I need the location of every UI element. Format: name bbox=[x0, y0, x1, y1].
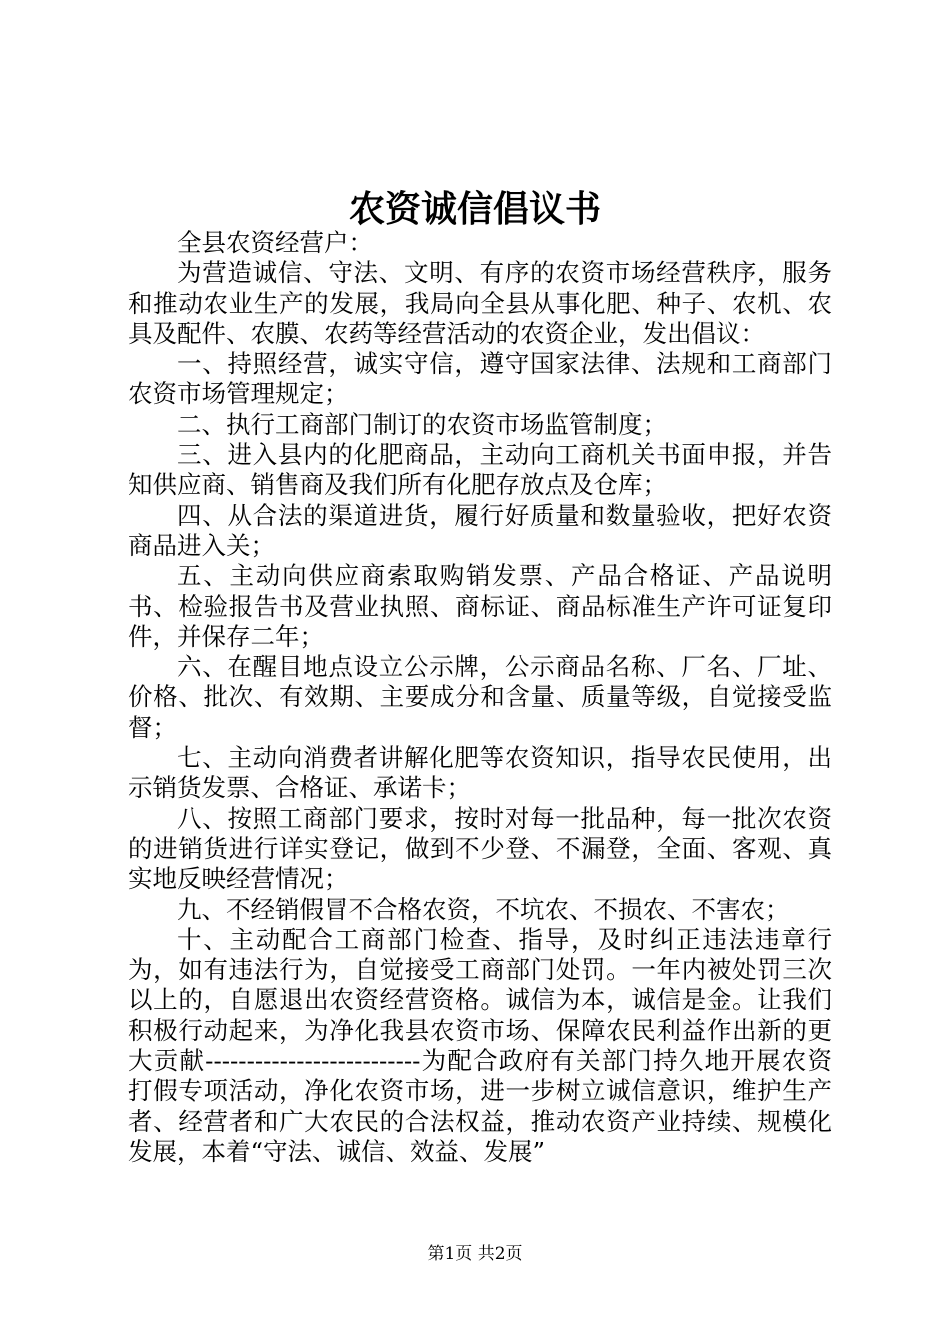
paragraph-item-5: 五、主动向供应商索取购销发票、产品合格证、产品说明书、检验报告书及营业执照、商标证、商品标准生产许可证复印件，并保存二年； bbox=[128, 561, 832, 651]
paragraph-item-6: 六、在醒目地点设立公示牌，公示商品名称、厂名、厂址、价格、批次、有效期、主要成分和含量、质量等级，自觉接受监督； bbox=[128, 652, 832, 742]
paragraph-item-9: 九、不经销假冒不合格农资，不坑农、不损农、不害农； bbox=[177, 894, 790, 924]
document-title: 农资诚信倡议书 bbox=[348, 188, 601, 230]
paragraph-item-1: 一、持照经营，诚实守信，遵守国家法律、法规和工商部门农资市场管理规定； bbox=[128, 349, 832, 409]
paragraph-item-10: 十、主动配合工商部门检查、指导，及时纠正违法违章行为，如有违法行为，自觉接受工商部门处罚。一年内被处罚三次以上的，自愿退出农资经营资格。诚信为本，诚信是金。让我们积极行动起来，为净化我县农资市场、保障农民利益作出新的更大贡献--------------------------为配合政府有关部门持久地开展农资打假专项活动，净化农资市场，进一步树立诚信意识，维护生产者、经营者和广大农民的合法权益，推动农资产业持续、规模化发展，本着“守法、诚信、效益、发展” bbox=[128, 924, 832, 1166]
page-footer: 第1页 共2页 bbox=[427, 1244, 523, 1264]
paragraph-item-2: 二、执行工商部门制订的农资市场监管制度； bbox=[177, 409, 667, 439]
paragraph-item-7: 七、主动向消费者讲解化肥等农资知识，指导农民使用，出示销货发票、合格证、承诺卡； bbox=[128, 743, 832, 803]
paragraph-item-4: 四、从合法的渠道进货，履行好质量和数量验收，把好农资商品进入关； bbox=[128, 500, 832, 560]
paragraph-item-3: 三、进入县内的化肥商品，主动向工商机关书面申报，并告知供应商、销售商及我们所有化肥存放点及仓库； bbox=[128, 440, 832, 500]
paragraph-item-8: 八、按照工商部门要求，按时对每一批品种，每一批次农资的进销货进行详实登记，做到不少登、不漏登，全面、客观、真实地反映经营情况； bbox=[128, 803, 832, 894]
paragraph-salutation: 全县农资经营户： bbox=[177, 228, 373, 257]
paragraph-intro: 为营造诚信、守法、文明、有序的农资市场经营秩序，服务和推动农业生产的发展，我局向全县从事化肥、种子、农机、农具及配件、农膜、农药等经营活动的农资企业，发出倡议： bbox=[128, 258, 832, 348]
document-body bbox=[128, 228, 832, 1167]
